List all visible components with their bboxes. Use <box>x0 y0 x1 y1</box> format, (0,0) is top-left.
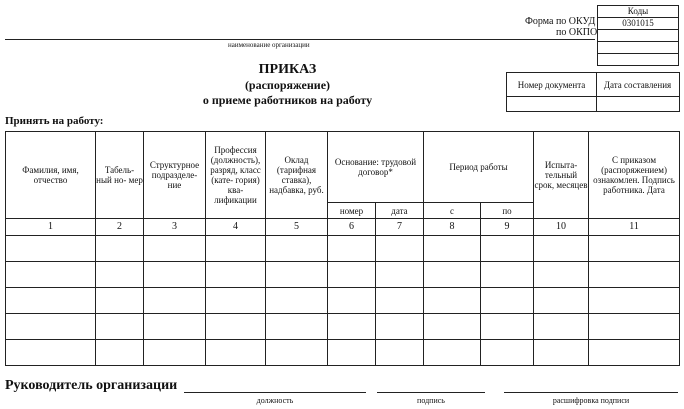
col-number: 3 <box>144 219 206 236</box>
table-cell[interactable] <box>481 314 534 340</box>
okpo-code-field[interactable] <box>598 30 678 42</box>
table-cell[interactable] <box>96 340 144 366</box>
table-cell[interactable] <box>144 288 206 314</box>
col-number: 6 <box>328 219 376 236</box>
codes-empty-row-2 <box>598 54 678 65</box>
col-number: 7 <box>376 219 424 236</box>
position-line[interactable] <box>184 392 366 393</box>
table-cell[interactable] <box>534 262 589 288</box>
header-profession: Профессия (должность), разряд, класс (кате- гория) ква- лификации <box>206 132 266 219</box>
table-cell[interactable] <box>481 236 534 262</box>
table-cell[interactable] <box>589 288 680 314</box>
title-line3: о приеме работников на работу <box>202 93 373 107</box>
table-cell[interactable] <box>6 314 96 340</box>
title-line1: ПРИКАЗ <box>258 62 317 77</box>
subheader-number: номер <box>328 203 376 219</box>
table-cell[interactable] <box>206 340 266 366</box>
table-cell[interactable] <box>589 236 680 262</box>
codes-empty-row-1 <box>598 42 678 54</box>
director-label: Руководитель организации <box>5 378 178 393</box>
table-cell[interactable] <box>328 340 376 366</box>
table-cell[interactable] <box>266 314 328 340</box>
table-cell[interactable] <box>206 314 266 340</box>
table-cell[interactable] <box>6 340 96 366</box>
table-cell[interactable] <box>481 288 534 314</box>
doc-date-field[interactable] <box>597 97 678 110</box>
table-cell[interactable] <box>266 288 328 314</box>
table-cell[interactable] <box>424 288 481 314</box>
table-cell[interactable] <box>144 314 206 340</box>
table-cell[interactable] <box>206 262 266 288</box>
header-period: Период работы <box>424 132 534 203</box>
subheader-to: по <box>481 203 534 219</box>
table-cell[interactable] <box>266 236 328 262</box>
decode-caption: расшифровка подписи <box>552 396 630 405</box>
table-cell[interactable] <box>376 340 424 366</box>
table-cell[interactable] <box>534 340 589 366</box>
col-number: 11 <box>589 219 680 236</box>
col-number: 5 <box>266 219 328 236</box>
column-numbers-row <box>6 219 680 236</box>
title-line2: (распоряжение) <box>244 78 331 92</box>
table-cell[interactable] <box>328 288 376 314</box>
table-cell[interactable] <box>376 314 424 340</box>
doc-number-field[interactable] <box>507 97 595 110</box>
col-number: 1 <box>6 219 96 236</box>
okud-label: Форма по ОКУД <box>525 16 596 27</box>
org-name-caption: наименование организации <box>228 41 310 49</box>
okud-code: 0301015 <box>598 18 678 30</box>
table-cell[interactable] <box>424 236 481 262</box>
table-cell[interactable] <box>376 288 424 314</box>
col-number: 8 <box>424 219 481 236</box>
table-row[interactable] <box>6 314 680 340</box>
subheader-date: дата <box>376 203 424 219</box>
col-number: 2 <box>96 219 144 236</box>
col-number: 9 <box>481 219 534 236</box>
table-cell[interactable] <box>6 236 96 262</box>
header-tab-no: Табель- ный но- мер <box>96 132 144 219</box>
table-cell[interactable] <box>424 262 481 288</box>
table-cell[interactable] <box>376 236 424 262</box>
table-cell[interactable] <box>481 262 534 288</box>
table-cell[interactable] <box>96 288 144 314</box>
header-basis: Основание: трудовой договор* <box>328 132 424 203</box>
table-cell[interactable] <box>144 340 206 366</box>
table-cell[interactable] <box>589 262 680 288</box>
table-cell[interactable] <box>481 340 534 366</box>
table-row[interactable] <box>6 288 680 314</box>
col-number: 10 <box>534 219 589 236</box>
doc-number-label: Номер документа <box>517 79 586 90</box>
okpo-label: по ОКПО <box>556 27 598 38</box>
table-cell[interactable] <box>96 236 144 262</box>
table-cell[interactable] <box>144 236 206 262</box>
table-cell[interactable] <box>534 314 589 340</box>
position-caption: должность <box>256 396 294 405</box>
codes-header: Коды <box>598 6 678 18</box>
header-salary: Оклад (тарифная ставка), надбавка, руб. <box>266 132 328 219</box>
hire-table <box>5 131 680 366</box>
subheader-from: с <box>424 203 481 219</box>
header-trial: Испыта- тельный срок, месяцев <box>534 132 589 219</box>
table-cell[interactable] <box>266 340 328 366</box>
signature-caption: подпись <box>417 396 445 405</box>
table-cell[interactable] <box>206 288 266 314</box>
table-cell[interactable] <box>96 262 144 288</box>
table-row[interactable] <box>6 236 680 262</box>
table-cell[interactable] <box>424 340 481 366</box>
table-cell[interactable] <box>6 262 96 288</box>
table-row[interactable] <box>6 262 680 288</box>
header-name: Фамилия, имя, отчество <box>6 132 96 219</box>
header-unit: Структурное подразделе- ние <box>144 132 206 219</box>
table-row[interactable] <box>6 340 680 366</box>
table-cell[interactable] <box>328 236 376 262</box>
table-cell[interactable] <box>589 340 680 366</box>
section-label: Принять на работу: <box>5 115 104 127</box>
table-cell[interactable] <box>6 288 96 314</box>
table-cell[interactable] <box>328 314 376 340</box>
table-cell[interactable] <box>206 236 266 262</box>
decode-line[interactable] <box>504 392 678 393</box>
table-cell[interactable] <box>328 262 376 288</box>
org-name-line[interactable] <box>5 39 595 40</box>
table-cell[interactable] <box>534 236 589 262</box>
header-ack: С приказом (распоряжением) ознакомлен. Подпись работника. Дата <box>589 132 680 219</box>
table-cell[interactable] <box>144 262 206 288</box>
codes-box <box>597 5 679 66</box>
table-cell[interactable] <box>266 262 328 288</box>
table-cell[interactable] <box>96 314 144 340</box>
col-number: 4 <box>206 219 266 236</box>
doc-date-label: Дата составления <box>603 79 672 90</box>
table-cell[interactable] <box>376 262 424 288</box>
table-cell[interactable] <box>424 314 481 340</box>
table-cell[interactable] <box>534 288 589 314</box>
signature-line[interactable] <box>377 392 485 393</box>
table-cell[interactable] <box>589 314 680 340</box>
